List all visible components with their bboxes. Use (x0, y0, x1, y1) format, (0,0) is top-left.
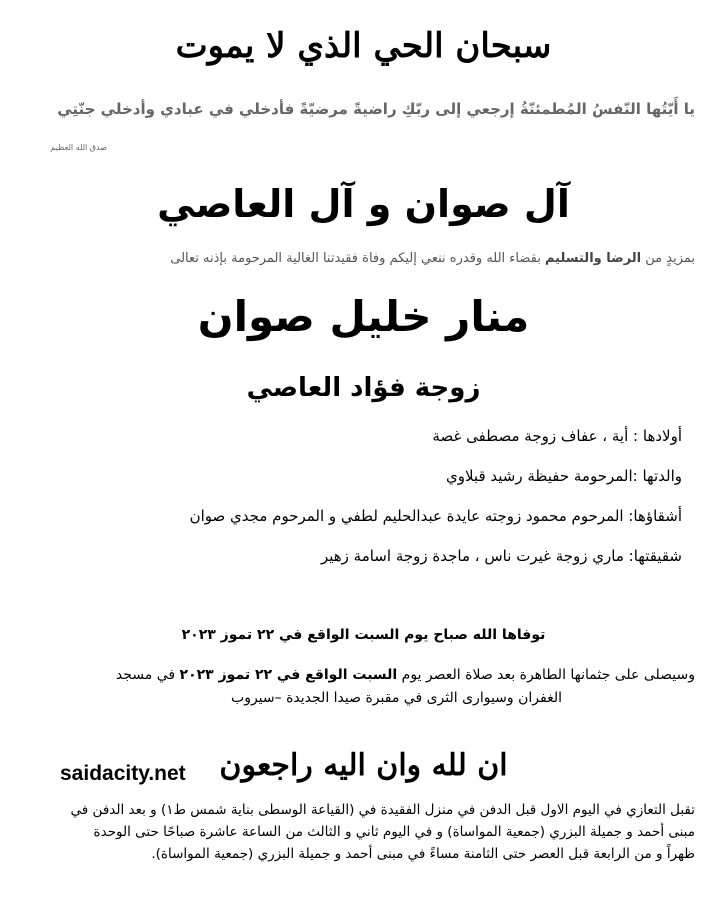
funeral-prayer-line-2: الغفران وسيوارى الثرى في مقبرة صيدا الجديدة –سيروب (231, 690, 562, 706)
family-line-children: أولادها : أية ، عفاف زوجة مصطفى غصة (432, 427, 682, 445)
announcement-rest: بقضاء الله وقدره ننعي إليكم وفاة فقيدتنا الغالية المرحومة بإذنه تعالى (170, 251, 545, 266)
spouse-line: زوجة فؤاد العاصي (246, 373, 481, 403)
condolences-line-2: مبنى أحمد و جميلة البزري (جمعية المواساة) و في اليوم ثاني و الثالث من الساعة عاشرة صباحًا حتى الوحدة (93, 824, 695, 840)
funeral-prayer-line-1 (116, 667, 695, 683)
announcement-bold: الرضا والتسليم (544, 251, 642, 266)
announcement-text (170, 251, 695, 266)
death-notice: توفاها الله صباح يوم السبت الواقع في ٢٢ تموز ٢٠٢٣ (181, 627, 546, 643)
family-names: آل صوان و آل العاصي (157, 182, 570, 226)
quran-verse: يا أَيّتُها النّفسُ المُطمئنّةُ إرجعي إلى ربّكِ راضيةً مرضيّةً فأدخلي في عبادي وأدخلي جنّتِي (57, 100, 695, 118)
condolences-line-1: تقبل التعازي في اليوم الاول قبل الدفن في منزل الفقيدة في (القياعة الوسطى بناية شمس ط١) و بعد الدفن في (70, 802, 695, 818)
website-watermark: saidacity.net (60, 762, 186, 785)
condolences-line-3: ظهراً و من الرابعة قبل العصر حتى الثامنة مساءً في مبنى أحمد و جميلة البزري (جمعية المواساة). (151, 846, 695, 862)
page-title: سبحان الحي الذي لا يموت (175, 26, 552, 66)
prayer-text-c: في مسجد (115, 667, 180, 683)
prayer-date: السبت الواقع في ٢٢ تموز ٢٠٢٣ (179, 667, 398, 683)
verse-attribution: صدق الله العظيم (50, 143, 107, 152)
family-line-brothers: أشقاؤها: المرحوم محمود زوجته عايدة عبدالحليم لطفي و المرحوم مجدي صوان (189, 507, 682, 525)
prayer-text-a: وسيصلى على جثمانها الطاهرة بعد صلاة العصر يوم (397, 667, 695, 683)
family-line-sisters: شقيقتها: ماري زوجة غيرت ناس ، ماجدة زوجة اسامة زهير (320, 547, 682, 565)
family-line-mother: والدتها :المرحومة حفيظة رشيد قبلاوي (445, 467, 682, 485)
deceased-name: منار خليل صوان (197, 292, 530, 341)
closing-phrase: ان لله وان اليه راجعون (219, 748, 508, 783)
announcement-prefix: بمزيدٍ من (641, 251, 695, 266)
